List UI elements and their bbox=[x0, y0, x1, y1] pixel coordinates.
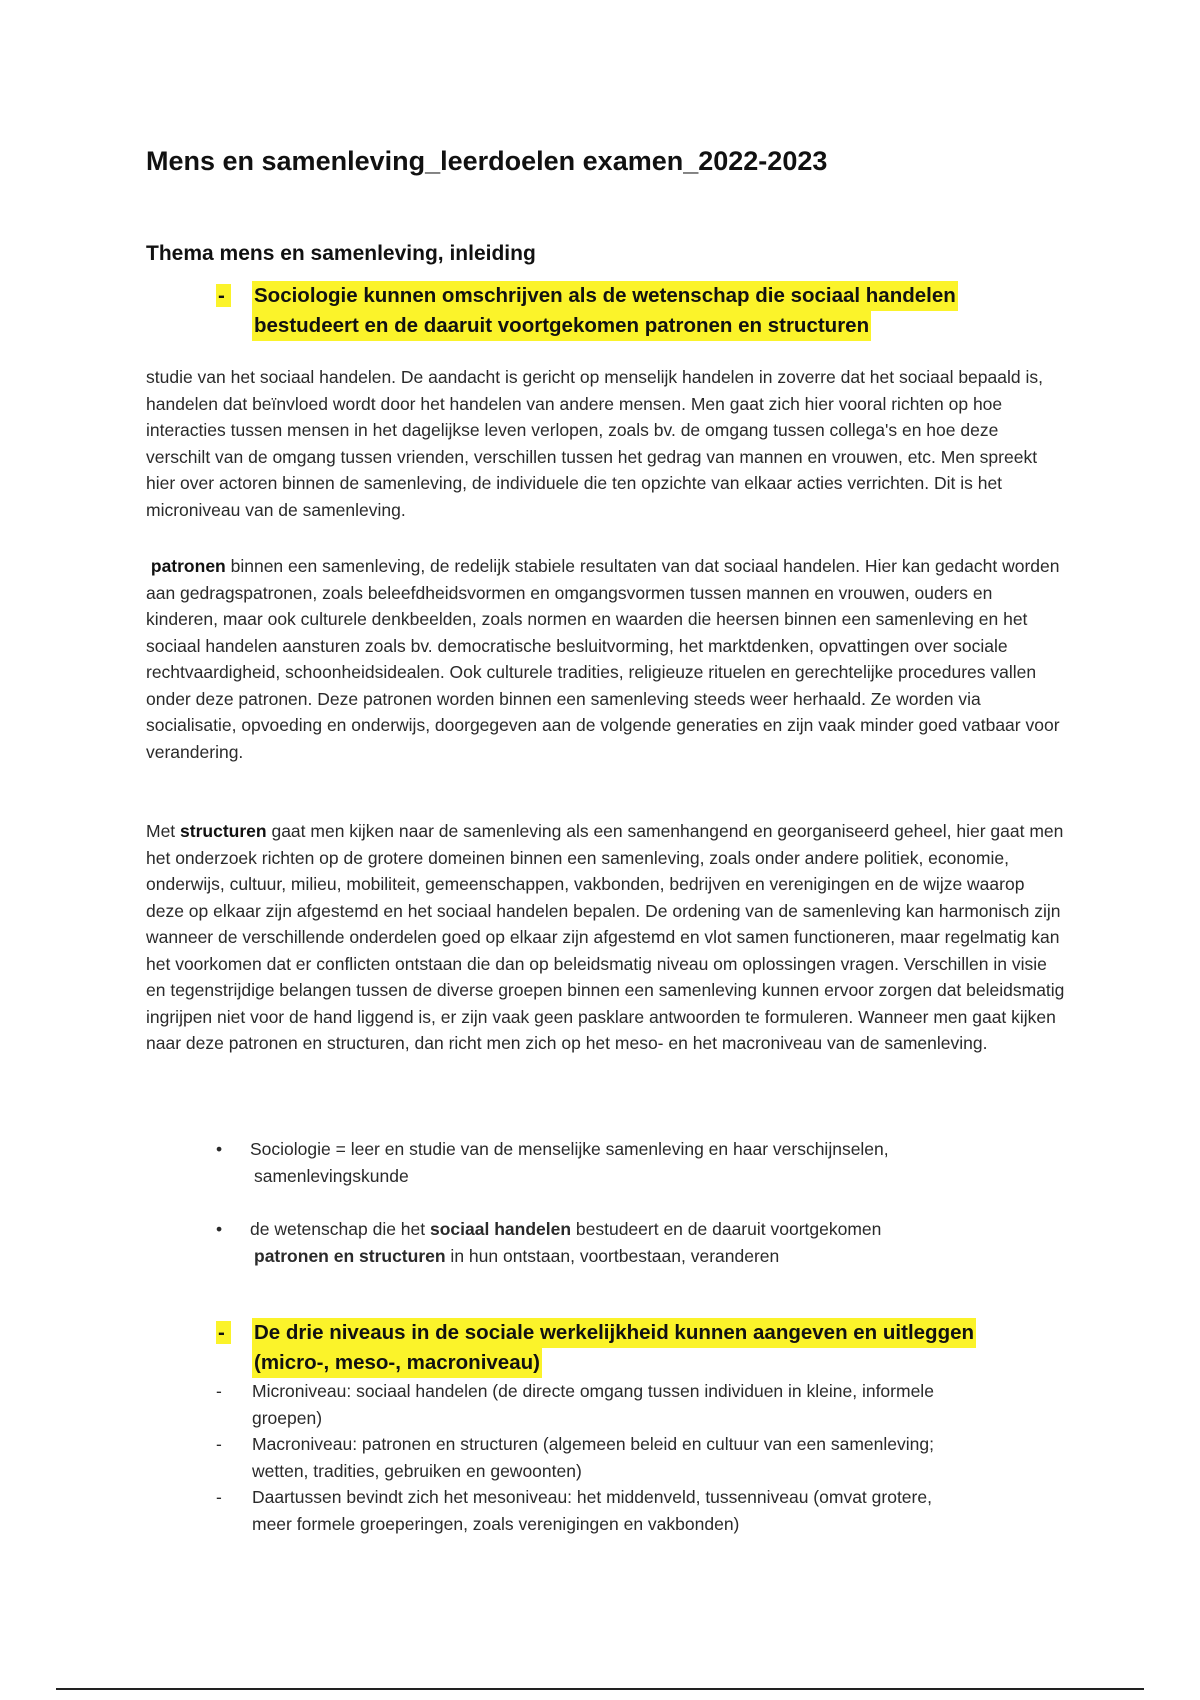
goal-line: De drie niveaus in de sociale werkelijkheid kunnen aangeven en uitleggen bbox=[252, 1318, 976, 1348]
definition-list bbox=[216, 1136, 1076, 1269]
page-bottom-rule bbox=[56, 1688, 1144, 1690]
paragraph-patronen bbox=[146, 553, 1066, 765]
list-item-text: de wetenschap die het bbox=[250, 1219, 430, 1239]
list-item bbox=[216, 1484, 1076, 1537]
bullet-marker: • bbox=[216, 1139, 223, 1159]
goal-line: (micro-, meso-, macroniveau) bbox=[252, 1348, 542, 1378]
list-item bbox=[216, 1136, 1076, 1189]
goal-dash: - bbox=[216, 1321, 231, 1344]
goal-line: Sociologie kunnen omschrijven als de wetenschap die sociaal handelen bbox=[252, 281, 958, 311]
term-patronen-structuren: patronen en structuren bbox=[254, 1245, 446, 1266]
learning-goal-1 bbox=[216, 281, 1076, 341]
list-item-text: groepen) bbox=[252, 1407, 323, 1428]
goal-line: bestudeert en de daaruit voortgekomen patronen en structuren bbox=[252, 311, 871, 341]
list-item-text: Microniveau: sociaal handelen (de directe omgang tussen individuen in kleine, informele bbox=[252, 1381, 934, 1401]
bullet-marker: • bbox=[216, 1219, 223, 1239]
list-item-text: Sociologie = leer en studie van de menselijke samenleving en haar verschijnselen, bbox=[250, 1139, 889, 1159]
goal-dash: - bbox=[216, 284, 231, 307]
paragraph-structuren bbox=[146, 818, 1066, 1057]
paragraph-text: gaat men kijken naar de samenleving als een samenhangend en georganiseerd geheel, hier gaat men het onderzoek richten op de grotere domeinen binnen een samenleving, zoals onder andere politiek, economie, onderwijs, cultuur, milieu, mobiliteit, gemeenschappen, vakbonden, bedrijven en verenigingen en de wijze waarop deze op elkaar zijn afgestemd en het sociaal handelen bepalen. De ordening van de samenleving kan harmonisch zijn wanneer de verschillende onderdelen goed op elkaar zijn afgestemd en vlot samen functioneren, maar regelmatig kan het voorkomen dat er conflicten ontstaan die dan op beleidsmatig niveau om oplossingen vragen. Verschillen in visie en tegenstrijdige belangen tussen de diverse groepen binnen een samenleving kunnen ervoor zorgen dat beleidsmatig ingrijpen niet voor de hand liggend is, er zijn vaak geen pasklare antwoorden te formuleren. Wanneer men gaat kijken naar deze patronen en structuren, dan richt men zich op het meso- en het macroniveau van de samenleving. bbox=[146, 821, 1065, 1053]
levels-list bbox=[216, 1378, 1076, 1537]
list-item-text: in hun ontstaan, voortbestaan, veranderen bbox=[445, 1245, 780, 1266]
list-item-text: wetten, tradities, gebruiken en gewoonten) bbox=[252, 1460, 582, 1481]
list-item-text: Macroniveau: patronen en structuren (algemeen beleid en cultuur van een samenleving; bbox=[252, 1434, 934, 1454]
dash-marker: - bbox=[216, 1434, 222, 1454]
term-sociaal-handelen: sociaal handelen bbox=[430, 1219, 572, 1239]
list-item-text: meer formele groeperingen, zoals verenigingen en vakbonden) bbox=[252, 1513, 740, 1534]
term-structuren: structuren bbox=[180, 821, 267, 841]
document-title: Mens en samenleving_leerdoelen examen_2022-2023 bbox=[146, 146, 828, 176]
list-item-text: Daartussen bevindt zich het mesoniveau: het middenveld, tussenniveau (omvat grotere, bbox=[252, 1487, 932, 1507]
learning-goal-2 bbox=[216, 1318, 1076, 1378]
list-item-text: bestudeert en de daaruit voortgekomen bbox=[571, 1219, 882, 1239]
paragraph-text: binnen een samenleving, de redelijk stabiele resultaten van dat sociaal handelen. Hier kan gedacht worden aan gedragspatronen, zoals beleefdheidsvormen en omgangsvormen tussen mannen en vrouwen, ouders en kinderen, maar ook culturele denkbeelden, zoals normen en waarden die heersen binnen een samenleving en het sociaal handelen aansturen zoals bv. democratische besluitvorming, het marktdenken, opvattingen over sociale rechtvaardigheid, schoonheidsidealen. Ook culturele tradities, religieuze rituelen en gerechtelijke procedures vallen onder deze patronen. Deze patronen worden binnen een samenleving steeds weer herhaald. Ze worden via socialisatie, opvoeding en onderwijs, doorgegeven aan de volgende generaties en zijn vaak minder goed vatbaar voor verandering. bbox=[146, 556, 1060, 762]
list-item bbox=[216, 1431, 1076, 1484]
paragraph-text: Met bbox=[146, 821, 181, 841]
list-item bbox=[216, 1216, 1076, 1269]
dash-marker: - bbox=[216, 1381, 222, 1401]
list-item bbox=[216, 1378, 1076, 1431]
dash-marker: - bbox=[216, 1487, 222, 1507]
term-patronen: patronen bbox=[150, 556, 226, 576]
list-item-text: samenlevingskunde bbox=[254, 1165, 409, 1186]
paragraph-sociaal-handelen: studie van het sociaal handelen. De aandacht is gericht op menselijk handelen in zoverre dat het sociaal bepaald is, handelen dat beïnvloed wordt door het handelen van andere mensen. Men gaat zich hier vooral richten op hoe interacties tussen mensen in het dagelijkse leven verlopen, zoals bv. de omgang tussen collega's en hoe deze verschilt van de omgang tussen vrienden, verschillen tussen het gedrag van mannen en vrouwen, etc. Men spreekt hier over actoren binnen de samenleving, de individuele die ten opzichte van elkaar acties verrichten. Dit is het microniveau van de samenleving. bbox=[146, 367, 1043, 520]
section-title: Thema mens en samenleving, inleiding bbox=[146, 242, 536, 265]
